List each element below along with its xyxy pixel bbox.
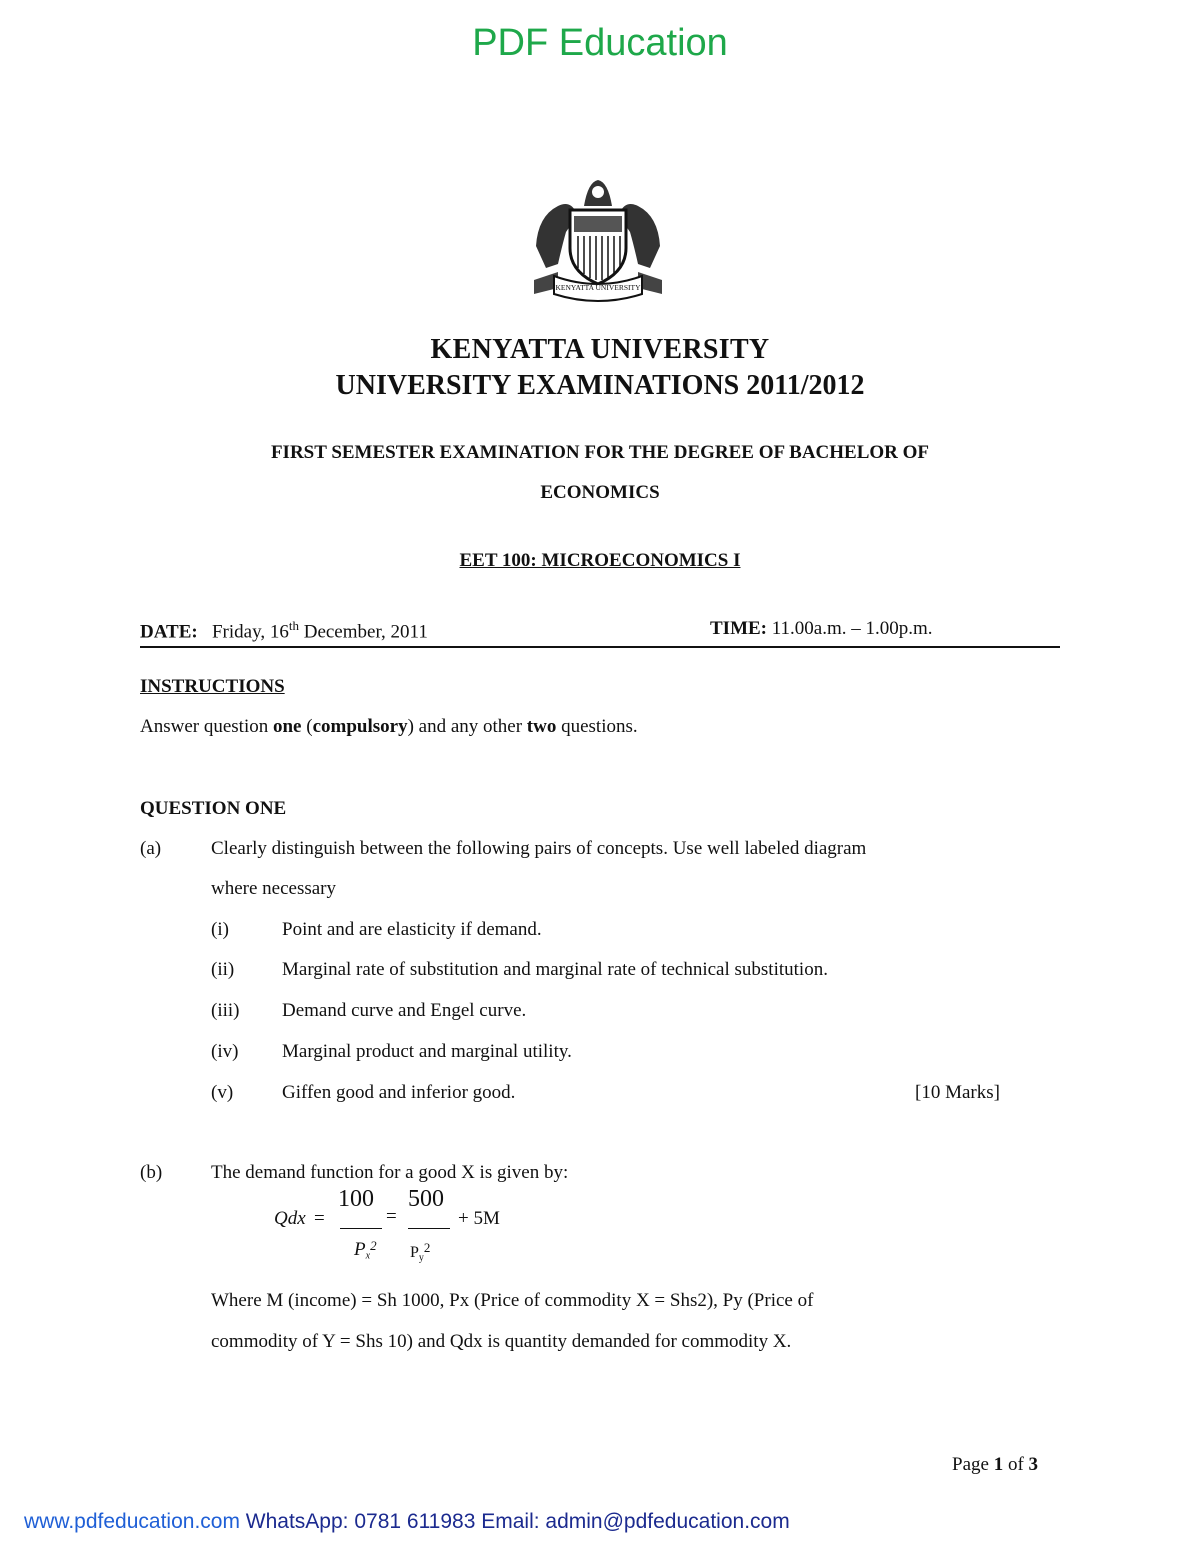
item-label: (v) bbox=[211, 1082, 234, 1103]
part-b-where-2: commodity of Y = Shs 10) and Qdx is quantity demanded for commodity X. bbox=[211, 1331, 792, 1352]
part-b-label: (b) bbox=[140, 1162, 163, 1183]
course-title: EET 100: MICROECONOMICS I bbox=[459, 550, 741, 571]
question-one-heading: QUESTION ONE bbox=[140, 798, 287, 819]
exam-time: TIME: 11.00a.m. – 1.00p.m. bbox=[710, 618, 933, 639]
part-a-line-2: where necessary bbox=[211, 878, 337, 899]
page-number: Page 1 of 3 bbox=[952, 1454, 1039, 1475]
instructions-heading: INSTRUCTIONS bbox=[140, 676, 285, 697]
watermark-title: PDF Education bbox=[472, 22, 728, 64]
university-name: KENYATTA UNIVERSITY bbox=[430, 334, 770, 365]
item-label: (iv) bbox=[211, 1041, 239, 1062]
item-text: Point and are elasticity if demand. bbox=[282, 919, 542, 940]
date-time-row bbox=[140, 618, 1060, 648]
part-a-line-1: Clearly distinguish between the following pairs of concepts. Use well labeled diagram bbox=[211, 838, 867, 859]
part-b-where-1: Where M (income) = Sh 1000, Px (Price of commodity X = Shs2), Py (Price of bbox=[211, 1290, 814, 1311]
footer-contact: www.pdfeducation.com WhatsApp: 0781 611983 Email: admin@pdfeducation.com bbox=[24, 1510, 790, 1533]
part-b-intro: The demand function for a good X is given by: bbox=[211, 1162, 569, 1183]
part-a-marks: [10 Marks] bbox=[915, 1082, 1000, 1103]
fraction-bar bbox=[408, 1228, 450, 1229]
item-label: (iii) bbox=[211, 1000, 240, 1021]
fraction-bar bbox=[340, 1228, 382, 1229]
degree-line-1: FIRST SEMESTER EXAMINATION FOR THE DEGREE OF BACHELOR OF bbox=[270, 442, 930, 463]
svg-text:KENYATTA UNIVERSITY: KENYATTA UNIVERSITY bbox=[555, 283, 641, 292]
degree-line-2: ECONOMICS bbox=[540, 482, 660, 503]
item-label: (ii) bbox=[211, 959, 235, 980]
university-crest-logo bbox=[528, 176, 668, 308]
instructions-text: Answer question one (compulsory) and any other two questions. bbox=[140, 716, 638, 737]
item-label: (i) bbox=[211, 919, 229, 940]
exam-date: DATE: Friday, 16th December, 2011 bbox=[140, 618, 428, 643]
item-text: Demand curve and Engel curve. bbox=[282, 1000, 527, 1021]
footer-website-link[interactable]: www.pdfeducation.com bbox=[24, 1510, 240, 1533]
item-text: Marginal rate of substitution and marginal rate of technical substitution. bbox=[282, 959, 828, 980]
item-text: Giffen good and inferior good. bbox=[282, 1082, 516, 1103]
demand-equation: Qdx = 100 = 500 + 5M $P_x^2$ $P_y^2$ bbox=[274, 1186, 500, 1264]
exam-session-title: UNIVERSITY EXAMINATIONS 2011/2012 bbox=[335, 370, 865, 401]
item-text: Marginal product and marginal utility. bbox=[282, 1041, 572, 1062]
part-a-label: (a) bbox=[140, 838, 162, 859]
